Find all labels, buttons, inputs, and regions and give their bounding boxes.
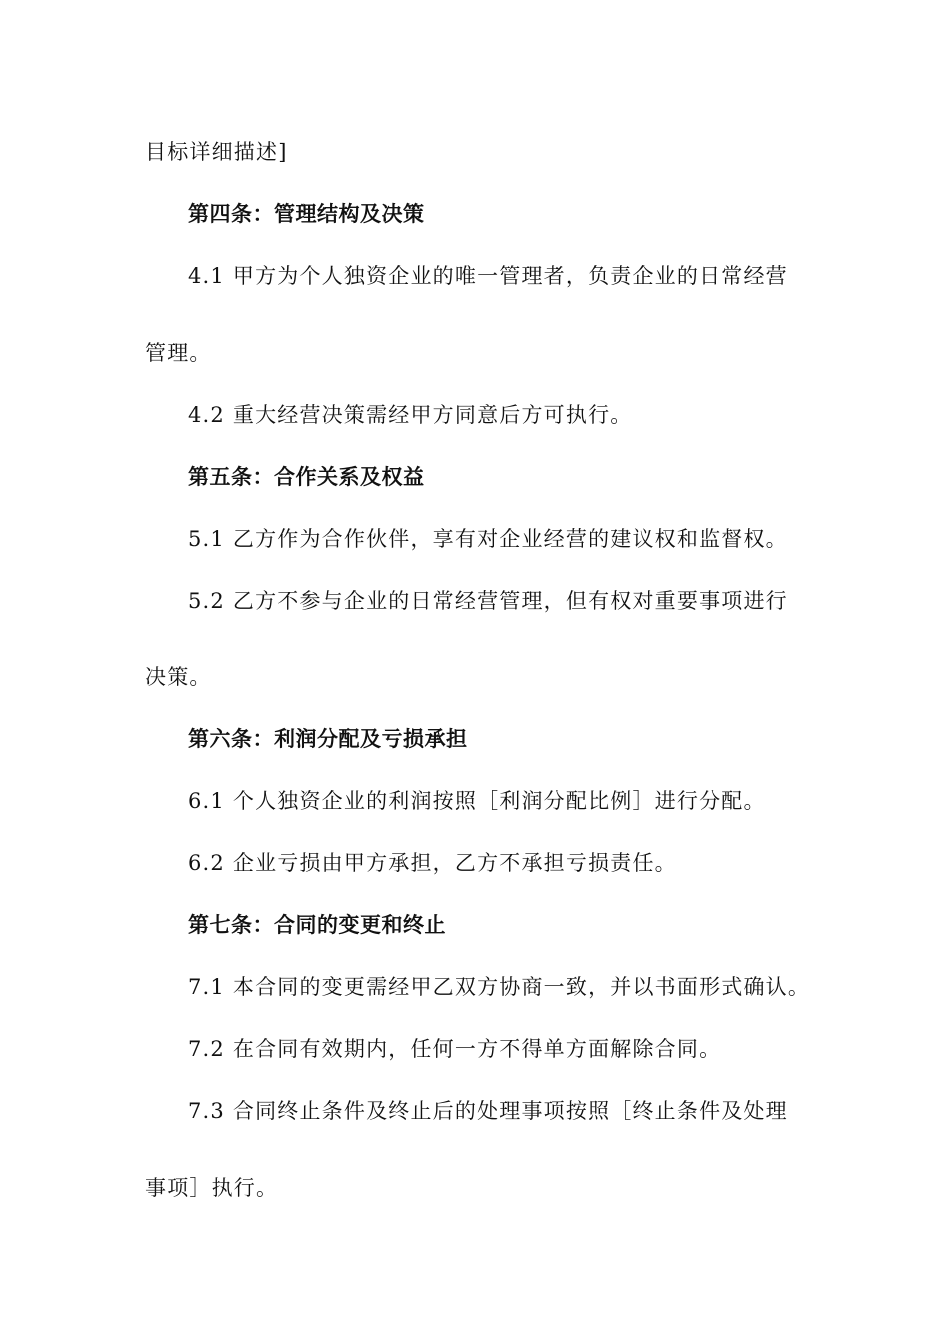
- clause-4-2: 4.2 重大经营决策需经甲方同意后方可执行。: [188, 403, 633, 427]
- clause-6-2: 6.2 企业亏损由甲方承担，乙方不承担亏损责任。: [188, 851, 677, 875]
- clause-7-3-line-2: 事项］执行。: [145, 1176, 279, 1200]
- clause-5-2-line-2: 决策。: [145, 665, 212, 689]
- clause-7-3-line-1: 7.3 合同终止条件及终止后的处理事项按照［终止条件及处理: [188, 1099, 788, 1123]
- clause-4-1-line-2: 管理。: [145, 341, 212, 365]
- article-5-heading: 第五条：合作关系及权益: [188, 465, 425, 489]
- clause-4-1-line-1: 4.1 甲方为个人独资企业的唯一管理者，负责企业的日常经营: [188, 264, 788, 288]
- clause-5-2-line-1: 5.2 乙方不参与企业的日常经营管理，但有权对重要事项进行: [188, 589, 788, 613]
- article-6-heading: 第六条：利润分配及亏损承担: [188, 727, 468, 751]
- clause-7-1: 7.1 本合同的变更需经甲乙双方协商一致，并以书面形式确认。: [188, 975, 811, 999]
- article-4-heading: 第四条：管理结构及决策: [188, 202, 425, 226]
- article-7-heading: 第七条：合同的变更和终止: [188, 913, 446, 937]
- clause-7-2: 7.2 在合同有效期内，任何一方不得单方面解除合同。: [188, 1037, 722, 1061]
- clause-6-1: 6.1 个人独资企业的利润按照［利润分配比例］进行分配。: [188, 789, 766, 813]
- paragraph-continuation: 目标详细描述]: [145, 140, 288, 164]
- clause-5-1: 5.1 乙方作为合作伙伴，享有对企业经营的建议权和监督权。: [188, 527, 788, 551]
